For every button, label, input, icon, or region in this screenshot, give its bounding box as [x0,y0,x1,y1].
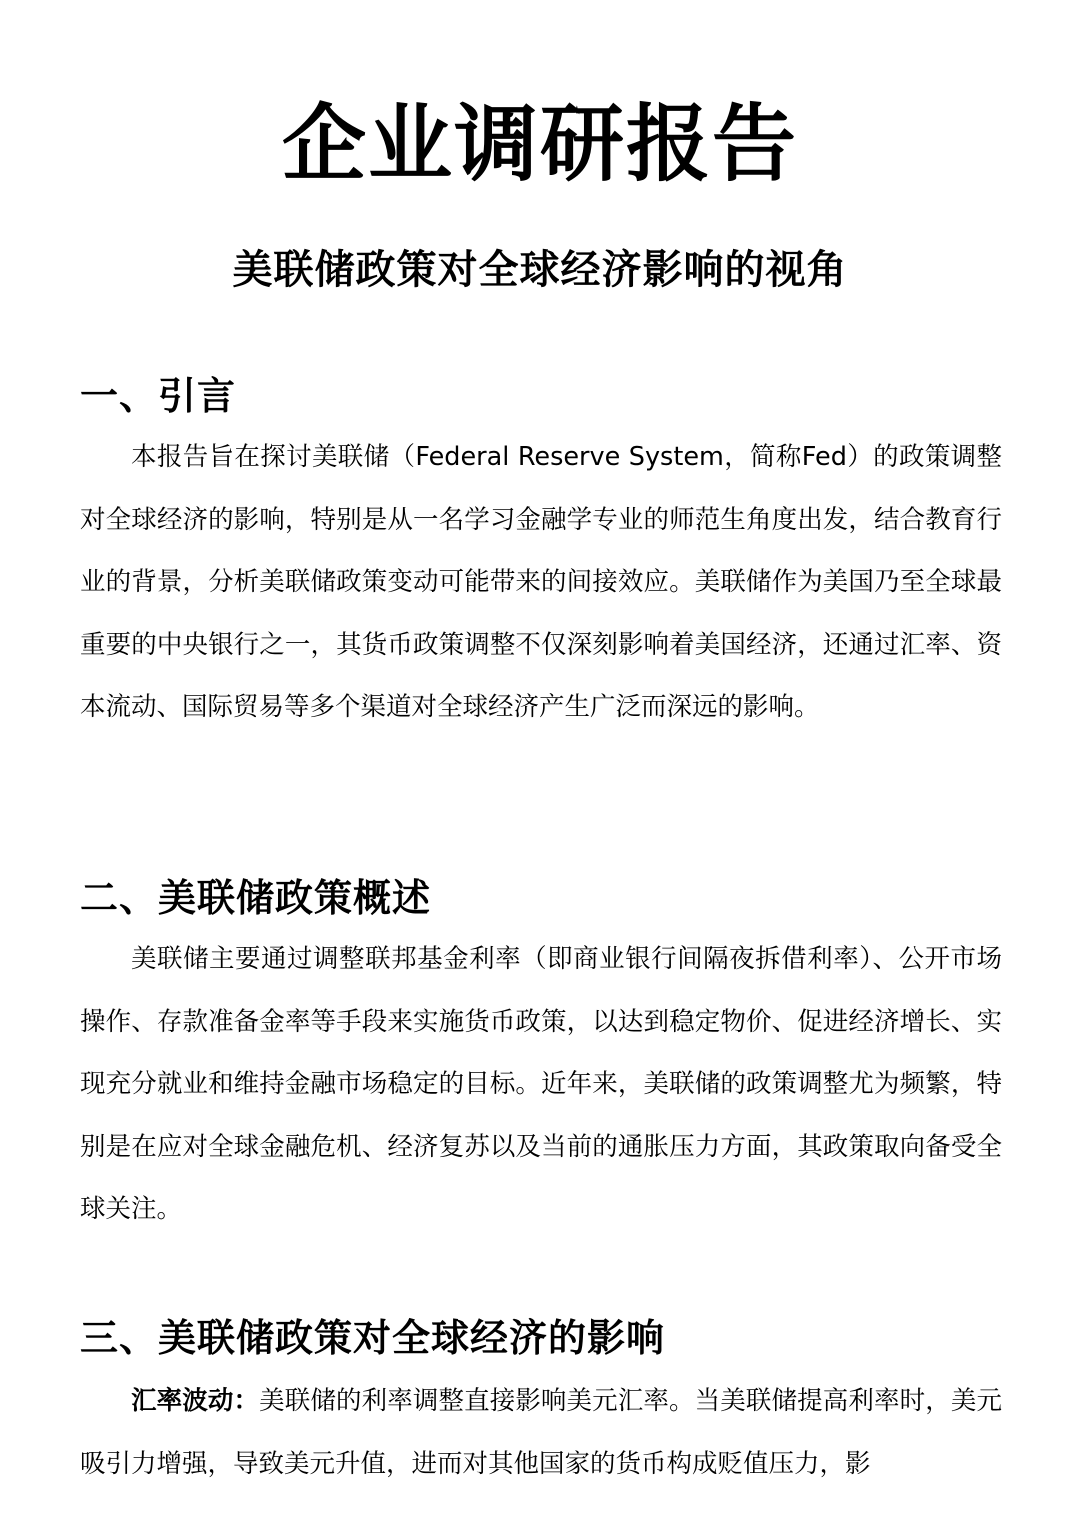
section-paragraph-introduction: 本报告旨在探讨美联储（Federal Reserve System，简称Fed）的政策调整对全球经济的影响，特别是从一名学习金融学专业的师范生角度出发，结合教育行业的背景，分析美联储政策变动可能带来的间接效应。美联储作为美国乃至全球最重要的中央银行之一，其货币政策调整不仅深刻影响着美国经济，还通过汇率、资本流动、国际贸易等多个渠道对全球经济产生广泛而深远的影响。 [80,442,1002,722]
section-paragraph-policy-overview: 美联储主要通过调整联邦基金利率（即商业银行间隔夜拆借利率）、公开市场操作、存款准备金率等手段来实施货币政策，以达到稳定物价、促进经济增长、实现充分就业和维持金融市场稳定的目标。近年来，美联储的政策调整尤为频繁，特别是在应对全球金融危机、经济复苏以及当前的通胀压力方面，其政策取向备受全球关注。 [80,944,1002,1224]
document-subtitle: 美联储政策对全球经济影响的视角 [232,247,848,293]
section-heading-introduction: 一、引言 [80,374,237,418]
paragraph-body-text: 美联储的利率调整直接影响美元汇率。当美联储提高利率时，美元吸引力增强，导致美元升值，进而对其他国家的货币构成贬值压力，影 [80,1386,1002,1479]
section-paragraph-global-impact [80,1370,1002,1495]
paragraph-lead-label: 汇率波动： [131,1386,260,1416]
document-title: 企业调研报告 [281,95,798,193]
section-heading-policy-overview: 二、美联储政策概述 [80,876,432,920]
section-heading-global-impact: 三、美联储政策对全球经济的影响 [80,1316,666,1360]
